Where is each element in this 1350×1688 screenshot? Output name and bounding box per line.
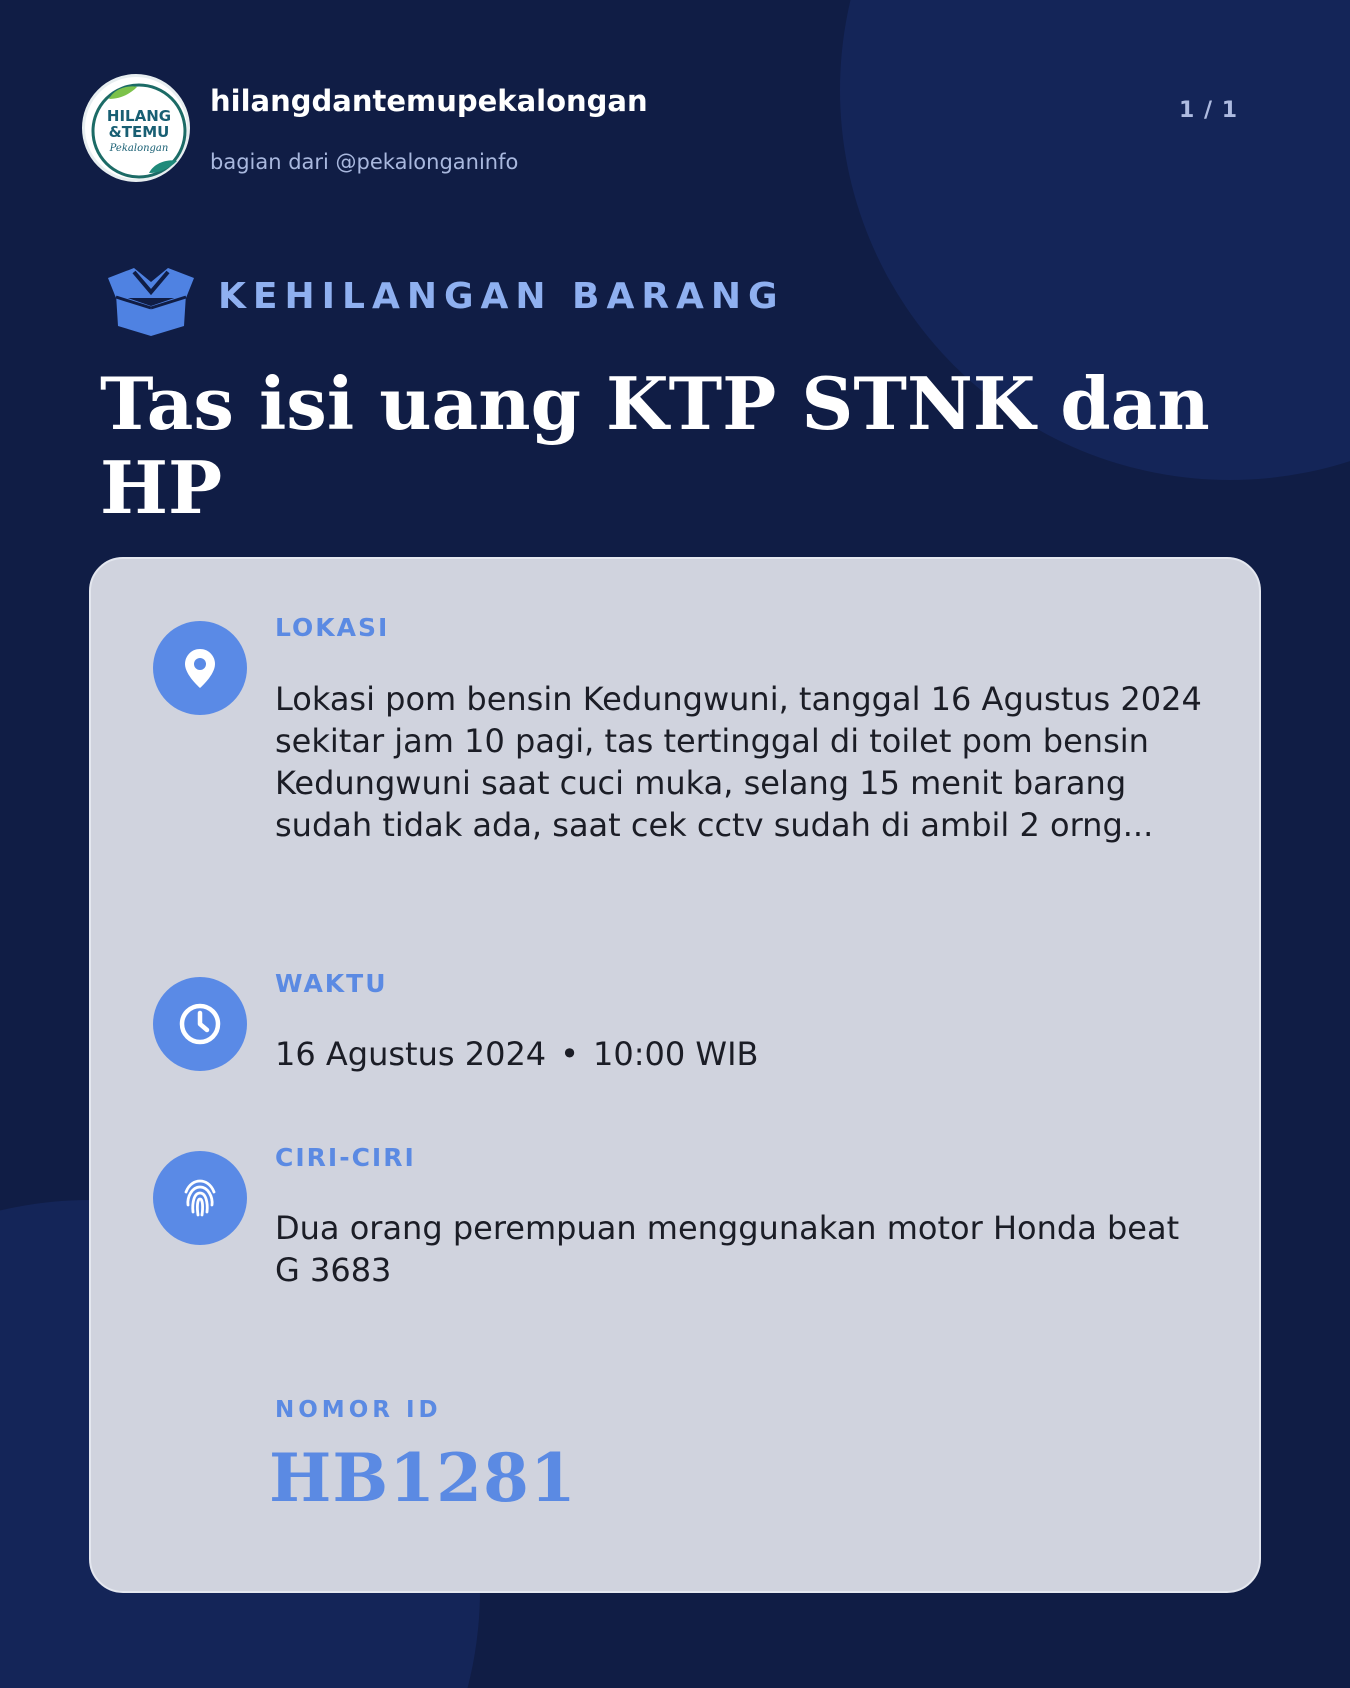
account-subtitle: bagian dari @pekalonganinfo xyxy=(210,150,519,174)
time-hour: 10:00 WIB xyxy=(593,1035,759,1073)
time-value xyxy=(275,1033,1205,1075)
time-date: 16 Agustus 2024 xyxy=(275,1035,547,1073)
category-label: KEHILANGAN BARANG xyxy=(218,276,785,317)
account-avatar[interactable] xyxy=(82,74,190,182)
location-value: Lokasi pom bensin Kedungwuni, tanggal 16 Agustus 2024 sekitar jam 10 pagi, tas tertinggal di toilet pom bensin Kedungwuni saat cuci muka, selang 15 menit barang sudah tidak ada, saat cek cctv sudah di ambil 2 orng... xyxy=(275,680,1202,844)
location-label: LOKASI xyxy=(275,613,390,642)
time-label: WAKTU xyxy=(275,969,388,998)
clock-icon xyxy=(177,1001,223,1047)
page-counter: 1 / 1 xyxy=(1179,98,1238,123)
features-icon-badge xyxy=(153,1151,247,1245)
features-label: CIRI-CIRI xyxy=(275,1143,416,1172)
account-name[interactable]: hilangdantemupekalongan xyxy=(210,84,648,118)
hilang-temu-logo-icon xyxy=(85,77,193,185)
post-title: Tas isi uang KTP STNK dan HP xyxy=(100,361,1210,530)
time-separator: • xyxy=(560,1035,580,1073)
detail-card xyxy=(89,557,1261,1593)
svg-text:Pekalongan: Pekalongan xyxy=(109,143,169,154)
location-pin-icon xyxy=(177,645,223,691)
fingerprint-icon xyxy=(177,1175,223,1221)
id-value: HB1281 xyxy=(269,1439,577,1517)
features-value: Dua orang perempuan menggunakan motor Honda beat G 3683 xyxy=(275,1209,1180,1289)
svg-text:&TEMU: &TEMU xyxy=(108,123,170,141)
post-header xyxy=(82,74,1272,184)
location-icon-badge xyxy=(153,621,247,715)
open-box-icon xyxy=(104,266,198,336)
svg-text:HILANG: HILANG xyxy=(106,107,172,125)
time-icon-badge xyxy=(153,977,247,1071)
id-label: NOMOR ID xyxy=(275,1397,442,1423)
